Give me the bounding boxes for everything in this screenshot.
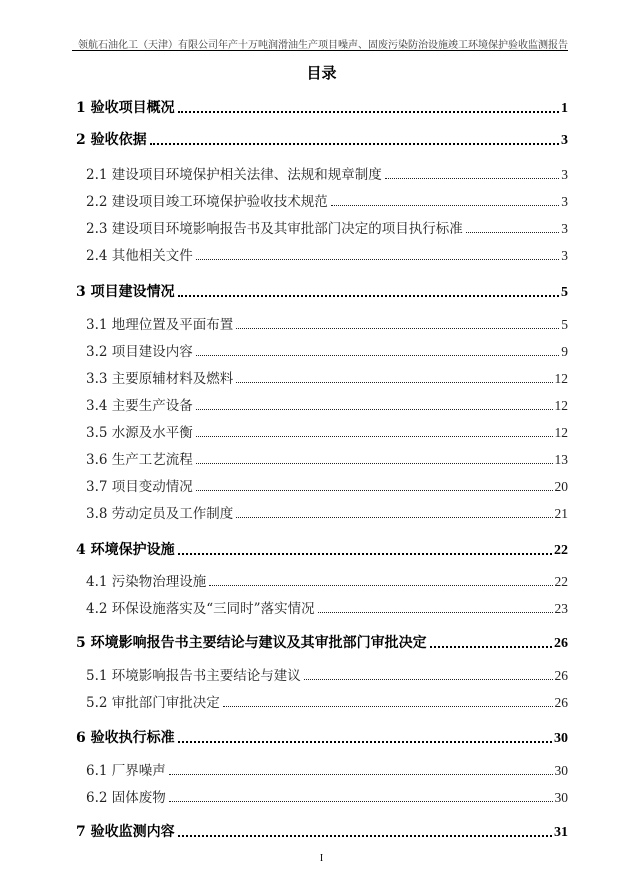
toc-section-entry[interactable] (86, 244, 568, 264)
toc-section-entry[interactable] (86, 597, 568, 617)
toc-section-entry[interactable] (86, 190, 568, 210)
toc-entry-label: 3.2 项目建设内容 (86, 344, 193, 360)
toc-dot-leader (196, 355, 559, 356)
toc-entry-label: 2 验收依据 (76, 132, 147, 148)
toc-entry-label: 2.4 其他相关文件 (86, 248, 193, 264)
toc-entry-page: 26 (554, 668, 568, 683)
toc-entry-label: 1 验收项目概况 (76, 100, 175, 116)
toc-entry-page: 5 (561, 317, 568, 332)
toc-entry-page: 5 (561, 285, 568, 300)
toc-entry-label: 2.2 建设项目竣工环境保护验收技术规范 (86, 194, 328, 210)
toc-entry-page: 26 (554, 636, 568, 651)
toc-entry-label: 3.7 项目变动情况 (86, 479, 193, 495)
toc-chapter-entry[interactable] (76, 727, 568, 747)
toc-entry-page: 26 (554, 695, 568, 710)
toc-entry-page: 3 (561, 194, 568, 209)
toc-section-entry[interactable] (86, 448, 568, 468)
toc-chapter-entry[interactable] (76, 632, 568, 652)
toc-entry-label: 7 验收监测内容 (76, 824, 175, 840)
toc-entry-page: 13 (554, 452, 568, 467)
toc-entry-label: 5.2 审批部门审批决定 (86, 695, 220, 711)
toc-entry-label: 3.8 劳动定员及工作制度 (86, 506, 234, 522)
toc-chapter-entry[interactable] (76, 281, 568, 301)
toc-entry-label: 2.3 建设项目环境影响报告书及其审批部门决定的项目执行标准 (86, 221, 463, 237)
toc-section-entry[interactable] (86, 502, 568, 522)
toc-section-entry[interactable] (86, 367, 568, 387)
toc-dot-leader (304, 679, 553, 680)
toc-section-entry[interactable] (86, 217, 568, 237)
toc-dot-leader (196, 463, 553, 464)
toc-dot-leader (169, 801, 553, 802)
toc-dot-leader (223, 706, 553, 707)
toc-entry-label: 3.4 主要生产设备 (86, 398, 193, 414)
toc-dot-leader (178, 295, 559, 297)
toc-entry-label: 4.2 环保设施落实及“三同时”落实情况 (86, 601, 315, 617)
toc-chapter-entry[interactable] (76, 97, 568, 117)
toc-dot-leader (318, 612, 553, 613)
toc-entry-page: 12 (554, 425, 568, 440)
toc-entry-page: 31 (554, 825, 568, 840)
toc-dot-leader (236, 517, 552, 518)
toc-dot-leader (196, 490, 553, 491)
page-number: I (319, 853, 324, 864)
toc-entry-page: 22 (554, 574, 568, 589)
toc-section-entry[interactable] (86, 475, 568, 495)
toc-entry-label: 2.1 建设项目环境保护相关法律、法规和规章制度 (86, 167, 382, 183)
toc-dot-leader (178, 553, 552, 555)
toc-entry-label: 4.1 污染物治理设施 (86, 574, 207, 590)
toc-dot-leader (196, 436, 553, 437)
toc-dot-leader (209, 585, 552, 586)
toc-entry-label: 3.3 主要原辅材料及燃料 (86, 371, 234, 387)
toc-section-entry[interactable] (86, 664, 568, 684)
toc-dot-leader (236, 382, 552, 383)
toc-dot-leader (236, 328, 559, 329)
toc-title: 目录 (306, 64, 337, 82)
toc-entry-label: 3.6 生产工艺流程 (86, 452, 193, 468)
toc-section-entry[interactable] (86, 786, 568, 806)
toc-entry-page: 3 (561, 167, 568, 182)
toc-dot-leader (196, 409, 553, 410)
toc-entry-label: 6.1 厂界噪声 (86, 763, 166, 779)
toc-section-entry[interactable] (86, 691, 568, 711)
toc-dot-leader (430, 646, 552, 648)
toc-dot-leader (466, 232, 559, 233)
toc-entry-label: 3.1 地理位置及平面布置 (86, 317, 234, 333)
toc-section-entry[interactable] (86, 313, 568, 333)
toc-entry-page: 12 (554, 398, 568, 413)
toc-section-entry[interactable] (86, 163, 568, 183)
toc-dot-leader (178, 835, 552, 837)
toc-chapter-entry[interactable] (76, 539, 568, 559)
toc-section-entry[interactable] (86, 759, 568, 779)
toc-entry-page: 21 (554, 506, 568, 521)
toc-entry-page: 3 (561, 133, 568, 148)
toc-dot-leader (196, 259, 559, 260)
toc-entry-label: 3.5 水源及水平衡 (86, 425, 193, 441)
toc-entry-page: 20 (554, 479, 568, 494)
toc-section-entry[interactable] (86, 421, 568, 441)
toc-entry-page: 3 (561, 248, 568, 263)
toc-entry-page: 30 (554, 763, 568, 778)
toc-chapter-entry[interactable] (76, 821, 568, 841)
toc-entry-label: 3 项目建设情况 (76, 284, 175, 300)
toc-entry-label: 5.1 环境影响报告书主要结论与建议 (86, 668, 301, 684)
toc-section-entry[interactable] (86, 340, 568, 360)
toc-dot-leader (178, 111, 559, 113)
toc-chapter-entry[interactable] (76, 129, 568, 149)
toc-entry-page: 3 (561, 221, 568, 236)
toc-section-entry[interactable] (86, 570, 568, 590)
toc-dot-leader (169, 774, 553, 775)
toc-entry-page: 9 (561, 344, 568, 359)
toc-entry-label: 6.2 固体废物 (86, 790, 166, 806)
toc-entry-page: 30 (554, 790, 568, 805)
toc-entry-page: 22 (554, 543, 568, 558)
toc-dot-leader (385, 178, 559, 179)
toc-dot-leader (178, 741, 552, 743)
toc-entry-page: 30 (554, 731, 568, 746)
toc-entry-page: 12 (554, 371, 568, 386)
toc-dot-leader (331, 205, 559, 206)
toc-entry-page: 1 (561, 101, 568, 116)
page-header: 领航石油化工（天津）有限公司年产十万吨润滑油生产项目噪声、固废污染防治设施竣工环境保护验收监测报告 (78, 40, 568, 51)
toc-entry-label: 5 环境影响报告书主要结论与建议及其审批部门审批决定 (76, 635, 427, 651)
toc-section-entry[interactable] (86, 394, 568, 414)
toc-entry-label: 4 环境保护设施 (76, 542, 175, 558)
toc-entry-page: 23 (554, 601, 568, 616)
toc-entry-label: 6 验收执行标准 (76, 730, 175, 746)
toc-dot-leader (150, 143, 559, 145)
